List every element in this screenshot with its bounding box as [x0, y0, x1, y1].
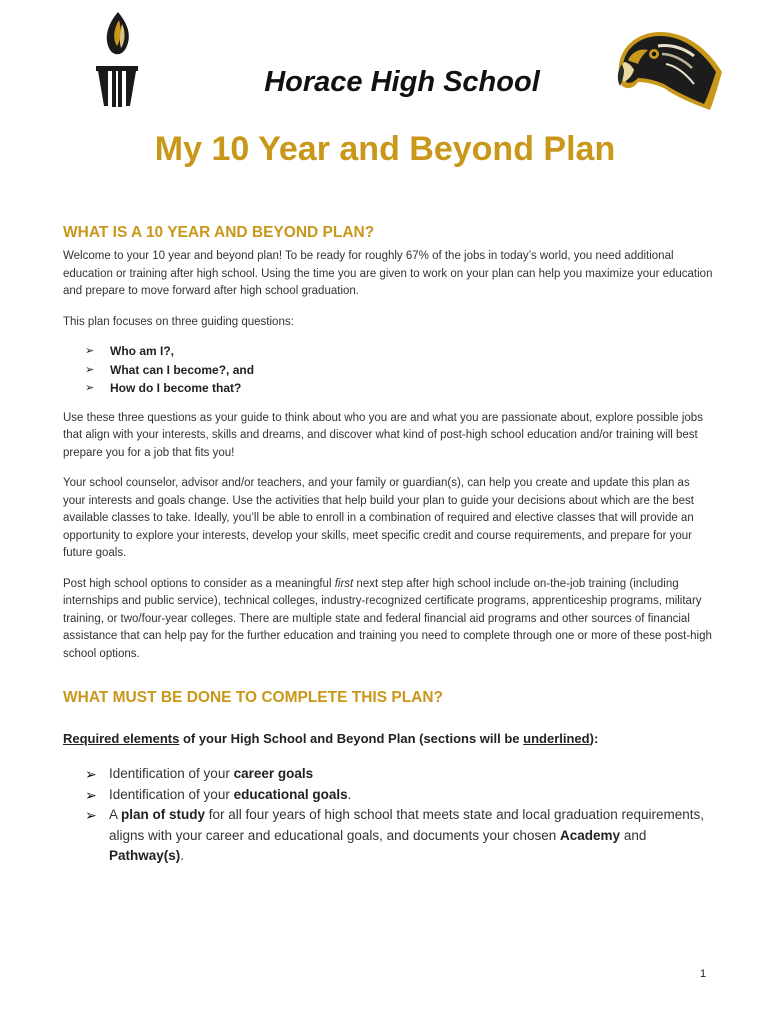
section-heading-what-is: WHAT IS A 10 YEAR AND BEYOND PLAN? — [63, 224, 375, 241]
counselor-paragraph: Your school counselor, advisor and/or teachers, and your family or guardian(s), can help you create and update this plan as your interests and goals change. Use the activities that help build your plan to guide your decisions about which are the best available classes to take. Ideally, you’ll be able to enroll in a combination of required and elective classes that will provide an opportunity to explore your interests, develop your skills, meet specific credit and course requirements, and prepare for your future goals. — [63, 477, 694, 559]
focus-paragraph: This plan focuses on three guiding questions: — [63, 315, 294, 328]
section-heading-what-must: WHAT MUST BE DONE TO COMPLETE THIS PLAN? — [63, 689, 444, 706]
guide-paragraph: Use these three questions as your guide to think about who you are and what you are passionate about, explore possible jobs that align with your interests, skills and dreams, and discover what kind of post-high school education and/or training will best prepare you for a job that fits you! — [63, 411, 703, 459]
list-item — [85, 805, 713, 867]
question-text: How do I become that? — [110, 381, 242, 395]
arrow-bullet-icon: ➢ — [85, 766, 97, 782]
arrow-bullet-icon: ➢ — [85, 382, 95, 394]
arrow-bullet-icon: ➢ — [85, 345, 95, 357]
options-emphasis: first — [334, 577, 354, 590]
list-item — [85, 764, 713, 785]
arrow-bullet-icon: ➢ — [85, 363, 95, 376]
list-item — [85, 785, 713, 806]
underlined-word: underlined — [523, 731, 590, 746]
element-text: Identification of your career goals — [109, 766, 314, 781]
element-text: Identification of your educational goals. — [109, 786, 352, 802]
arrow-bullet-icon: ➢ — [85, 807, 97, 823]
list-item — [85, 361, 713, 380]
list-item — [85, 342, 713, 361]
page-title: My 10 Year and Beyond Plan — [154, 130, 616, 168]
question-text: Who am I?, — [110, 344, 174, 358]
school-name: Horace High School — [264, 66, 540, 98]
arrow-bullet-icon: ➢ — [85, 786, 97, 803]
required-elements-mid: of your High School and Beyond Plan (sections will be — [179, 731, 524, 746]
list-item — [85, 379, 713, 398]
required-elements-label: Required elements — [63, 731, 180, 746]
required-elements-end: ): — [589, 731, 599, 746]
required-elements-list — [63, 764, 713, 867]
document-body — [63, 224, 713, 867]
question-text: What can I become?, and — [110, 362, 255, 377]
options-text-before: Post high school options to consider as a meaningful — [63, 577, 335, 590]
required-elements-line — [63, 731, 713, 746]
guiding-questions-list — [63, 342, 713, 398]
element-text: A plan of study for all four years of high school that meets state and local graduation requirements, aligns with your career and educational goals, and documents your chosen Academy and Pathway(s). — [109, 807, 705, 863]
intro-paragraph: Welcome to your 10 year and beyond plan! To be ready for roughly 67% of the jobs in today’s world, you need additional education or training after high school. Using the time you are given to work on your plan can help you maximize your education and prepare to move forward after high school graduation. — [63, 250, 713, 297]
page-number: 1 — [700, 968, 707, 980]
options-paragraph — [63, 576, 713, 664]
options-text-after: next step after high school include on-the-job training (including internships and public service), technical colleges, industry-recognized certificate programs, apprenticeship programs, military training, or two/four-year colleges. There are multiple state and federal financial aid programs and other sources of financial assistance that can help pay for the further education and training you need to complete through one or more of these post-high school options. — [63, 577, 712, 660]
